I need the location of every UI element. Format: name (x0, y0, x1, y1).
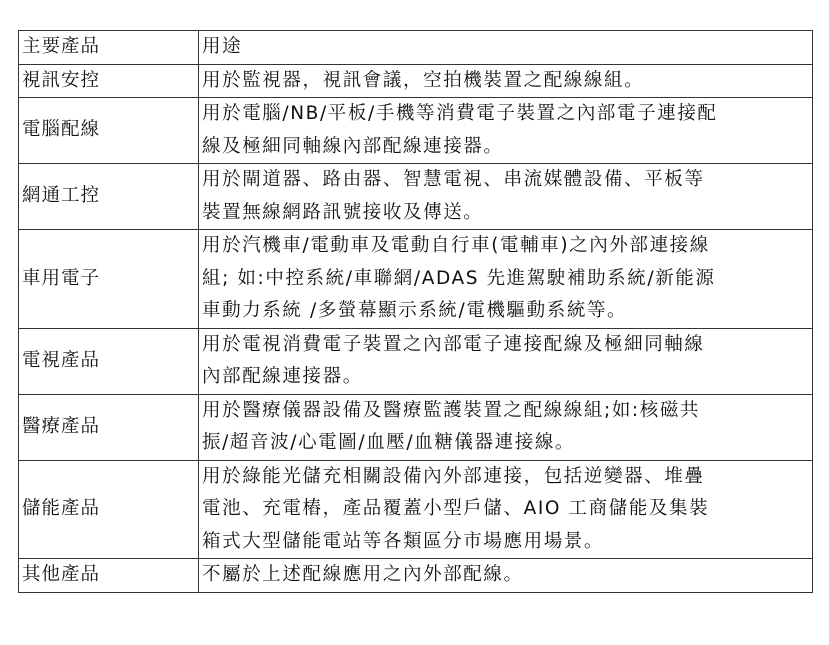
usage-cell (199, 559, 813, 593)
usage-line: 用於閘道器、路由器、智慧電視、串流媒體設備、平板等 (202, 169, 705, 190)
product-cell: 車用電子 (19, 230, 199, 329)
product-cell: 網通工控 (19, 164, 199, 230)
usage-line: 用於監視器，視訊會議，空拍機裝置之配線線組。 (202, 69, 645, 91)
table-row (19, 64, 813, 98)
table-row (19, 98, 813, 164)
table-row (19, 460, 813, 559)
usage-cell (199, 64, 813, 98)
usage-cell (199, 460, 813, 559)
usage-line: 裝置無線網路訊號接收及傳送。 (202, 201, 484, 223)
table-row (19, 328, 813, 394)
product-cell: 電腦配線 (19, 98, 199, 164)
table-row (19, 164, 813, 230)
product-cell: 視訊安控 (19, 64, 199, 98)
usage-line: 電池、充電樁，產品覆蓋小型戶儲、AIO 工商儲能及集裝 (202, 498, 710, 519)
table-header-row (19, 31, 813, 65)
product-cell: 電視產品 (19, 328, 199, 394)
usage-cell (199, 328, 813, 394)
table-row (19, 394, 813, 460)
usage-line: 箱式大型儲能電站等各類區分市場應用場景。 (202, 530, 605, 552)
table-row (19, 230, 813, 329)
usage-line: 用於汽機車/電動車及電動自行車(電輔車)之內外部連接線 (202, 235, 710, 256)
product-cell: 其他產品 (19, 559, 199, 593)
usage-line: 用於綠能光儲充相關設備內外部連接，包括逆變器、堆疊 (202, 465, 705, 487)
usage-line: 組; 如:中控系統/車聯網/ADAS 先進駕駛補助系統/新能源 (202, 267, 716, 289)
usage-cell (199, 394, 813, 460)
usage-line: 用於醫療儀器設備及醫療監護裝置之配線線組;如:核磁共 (202, 399, 701, 421)
usage-line: 內部配線連接器。 (202, 366, 363, 387)
usage-line: 振/超音波/心電圖/血壓/血糖儀器連接線。 (202, 432, 576, 453)
usage-line: 用於電腦/NB/平板/手機等消費電子裝置之內部電子連接配 (202, 103, 718, 124)
header-usage-cell: 用途 (199, 31, 813, 65)
usage-cell (199, 230, 813, 329)
header-product-cell: 主要產品 (19, 31, 199, 65)
usage-line: 不屬於上述配線應用之內外部配線。 (202, 564, 524, 585)
usage-line: 車動力系統 /多螢幕顯示系統/電機驅動系統等。 (202, 300, 628, 321)
usage-cell (199, 98, 813, 164)
product-cell: 儲能產品 (19, 460, 199, 559)
table-row (19, 559, 813, 593)
usage-line: 線及極細同軸線內部配線連接器。 (202, 135, 504, 157)
usage-line: 用於電視消費電子裝置之內部電子連接配線及極細同軸線 (202, 333, 705, 355)
usage-cell (199, 164, 813, 230)
product-cell: 醫療產品 (19, 394, 199, 460)
product-usage-table (18, 30, 813, 593)
